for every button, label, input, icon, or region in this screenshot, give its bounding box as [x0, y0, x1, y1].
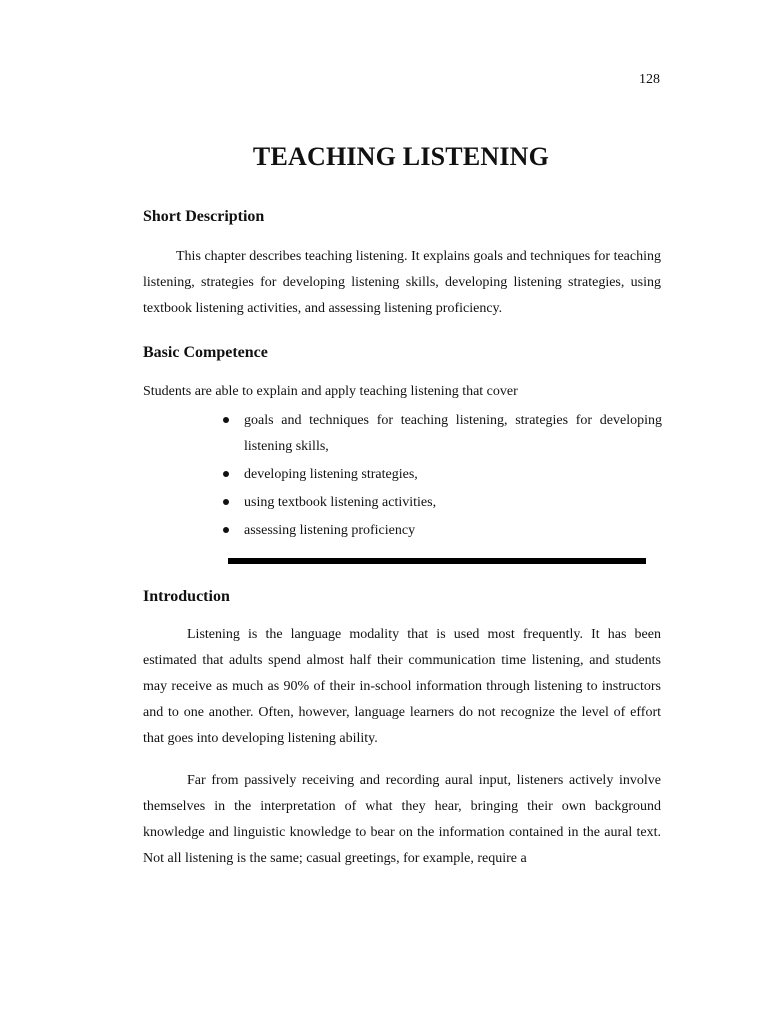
introduction-paragraph-text: Far from passively receiving and recording aural input, listeners actively involve themselves in the interpretation of what they hear, bringing their own background knowledge and linguistic knowledge to bear on the information contained in the aural text. Not all listening is the same; casual greetings, for example, require a	[143, 773, 661, 866]
bullet-icon	[223, 417, 229, 423]
introduction-heading: Introduction	[143, 588, 230, 605]
introduction-paragraph-text: Listening is the language modality that is used most frequently. It has been estimated that adults spend almost half their communication time listening, and students may receive as much as 90% of their in-school information through listening to instructors and to one another. Often, however, language learners do not recognize the level of effort that goes into developing listening ability.	[143, 627, 661, 746]
list-item-text: assessing listening proficiency	[244, 523, 416, 538]
short-description-text: This chapter describes teaching listening. It explains goals and techniques for teaching listening, strategies for developing listening skills, developing listening strategies, using textbook listening activities, and assessing listening proficiency.	[143, 249, 661, 316]
bullet-icon	[223, 527, 229, 533]
list-item	[244, 490, 662, 516]
bullet-icon	[223, 471, 229, 477]
bullet-icon	[223, 499, 229, 505]
basic-competence-intro: Students are able to explain and apply teaching listening that cover	[143, 384, 518, 399]
competence-list	[244, 408, 662, 546]
list-item-text: developing listening strategies,	[244, 467, 418, 482]
section-divider	[228, 558, 646, 564]
introduction-paragraph	[143, 622, 661, 752]
basic-competence-heading: Basic Competence	[143, 344, 268, 361]
list-item	[244, 462, 662, 488]
short-description-heading: Short Description	[143, 208, 265, 225]
list-item-text: using textbook listening activities,	[244, 495, 437, 510]
list-item-text: goals and techniques for teaching listening, strategies for developing listening skills,	[244, 413, 662, 454]
list-item	[244, 408, 662, 460]
list-item	[244, 518, 662, 544]
introduction-paragraph	[143, 768, 661, 872]
page-number: 128	[639, 72, 660, 87]
chapter-title: TEACHING LISTENING	[252, 142, 550, 171]
short-description-paragraph	[143, 244, 661, 322]
